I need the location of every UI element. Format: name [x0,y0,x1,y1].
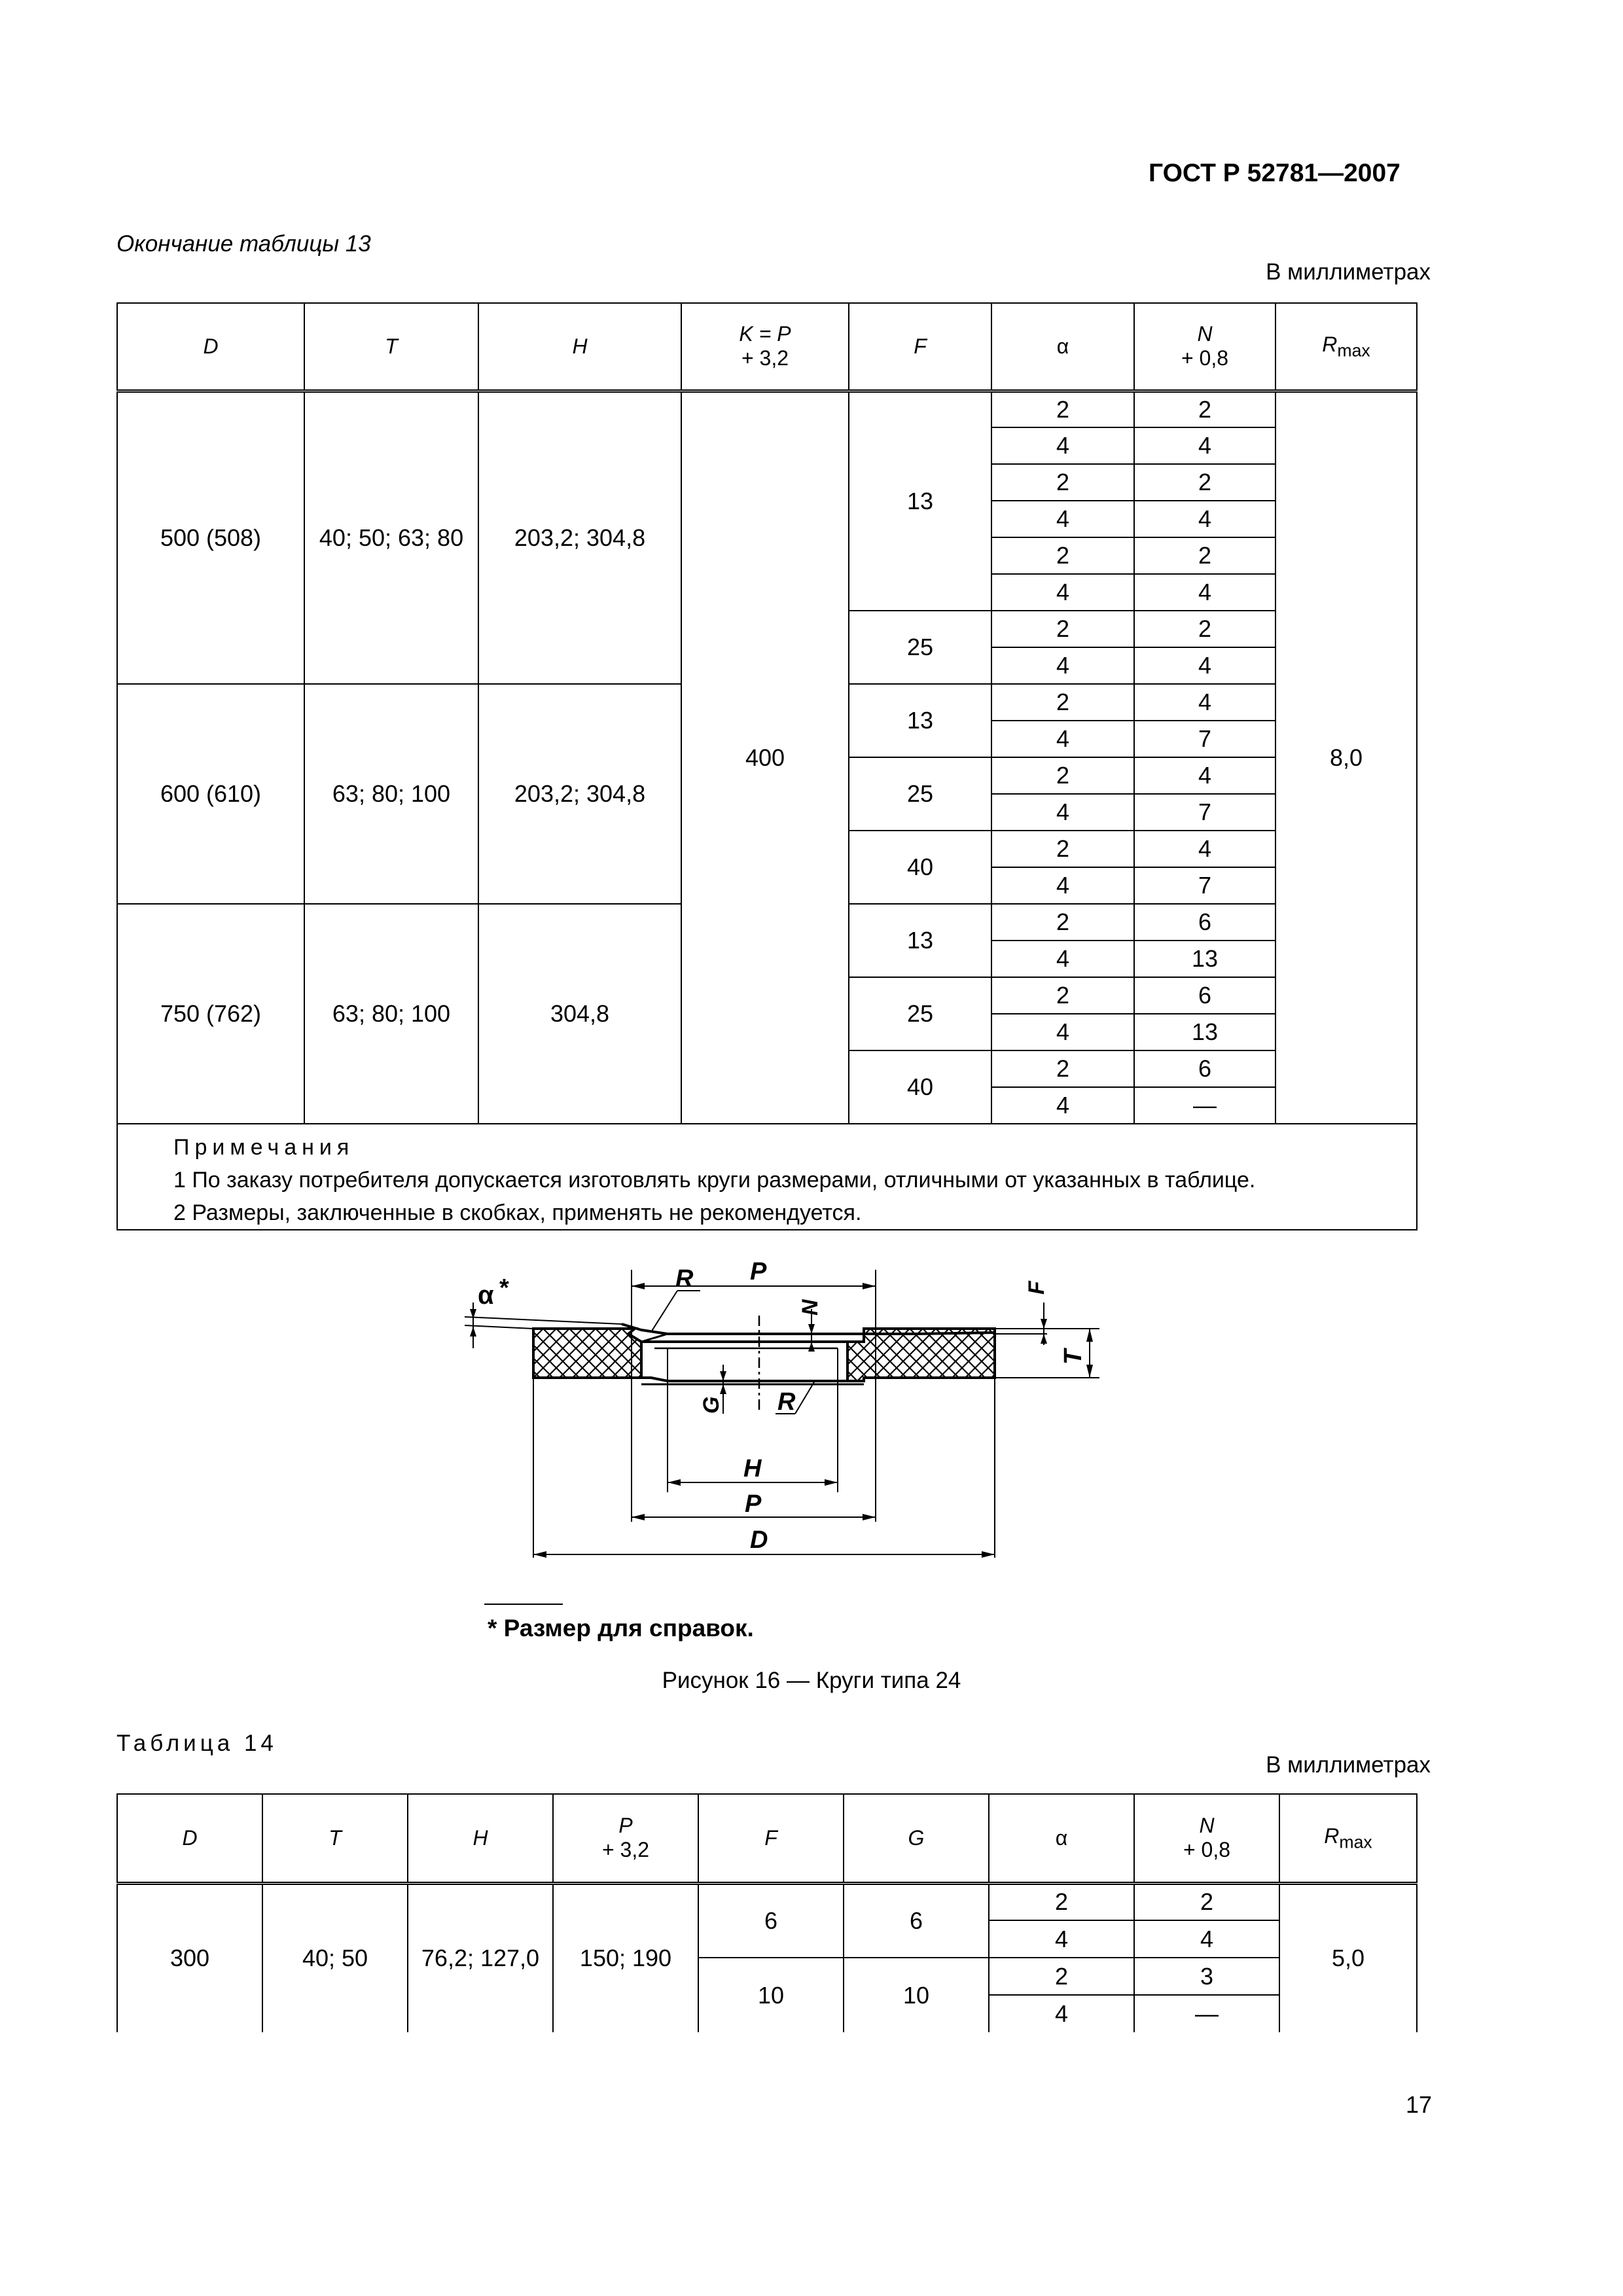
table-notes [117,1124,1417,1230]
col-header-alpha: α [991,303,1134,391]
cell-alpha: 2 [991,537,1134,574]
col-header-Rmax: $R_{max}$ [1275,303,1417,391]
cell-D: 300 [117,1883,262,2032]
cell-K: 400 [681,391,849,1124]
cell-G: 6 [844,1883,989,1958]
right-section [847,1329,995,1381]
cell-P: 150; 190 [553,1883,698,2032]
cell-H: 203,2; 304,8 [478,391,681,684]
cell-alpha: 2 [991,1050,1134,1087]
cell-H: 203,2; 304,8 [478,684,681,904]
cell-F: 13 [849,684,991,757]
cell-F: 25 [849,757,991,831]
cell-Rmax: 8,0 [1275,391,1417,1124]
cell-N: 13 [1134,941,1275,977]
col-header-F: F [698,1794,844,1883]
cell-F: 13 [849,391,991,611]
table-13 [116,302,1418,1230]
cell-N: 4 [1134,647,1275,684]
left-section [533,1329,641,1378]
figure-wheel-type-24 [419,1217,1113,1584]
cell-alpha: 4 [991,427,1134,464]
col-header-N: N + 0,8 [1134,1794,1279,1883]
cell-N: 2 [1134,1883,1279,1920]
cell-N: 7 [1134,794,1275,831]
cell-N: 2 [1134,391,1275,427]
cell-N: 13 [1134,1014,1275,1050]
cell-G: 10 [844,1958,989,2032]
cell-H: 304,8 [478,904,681,1124]
cell-N: 4 [1134,831,1275,867]
cell-T: 63; 80; 100 [304,904,478,1124]
figure-caption: Рисунок 16 — Круги типа 24 [662,1668,961,1693]
label-N: N [798,1299,823,1316]
cell-N: 6 [1134,1050,1275,1087]
table-14 [116,1793,1418,2032]
label-R-bottom: R [777,1388,796,1416]
cell-alpha: 4 [991,574,1134,611]
col-header-D: D [117,303,304,391]
cell-alpha: 4 [991,647,1134,684]
note-item: 2 Размеры, заключенные в скобках, применять не рекомендуется. [173,1200,862,1225]
cell-N: 6 [1134,977,1275,1014]
cell-alpha: 4 [991,941,1134,977]
cell-N: 3 [1134,1958,1279,1995]
cell-alpha: 2 [991,831,1134,867]
cell-alpha: 2 [991,611,1134,647]
cell-alpha: 4 [991,794,1134,831]
cell-Rmax: 5,0 [1279,1883,1417,2032]
cell-N: 7 [1134,721,1275,757]
cell-N: 4 [1134,1920,1279,1958]
cell-alpha: 2 [991,391,1134,427]
cell-N: 7 [1134,867,1275,904]
cell-N: — [1134,1087,1275,1124]
header-row [117,303,1417,391]
cell-N: 4 [1134,574,1275,611]
cell-F: 25 [849,611,991,684]
table-continuation-label: Окончание таблицы 13 [116,231,371,257]
cell-alpha: 2 [991,684,1134,721]
cell-alpha: 2 [991,464,1134,501]
cell-T: 63; 80; 100 [304,684,478,904]
units-label: В миллиметрах [1266,259,1431,285]
cell-F: 40 [849,831,991,904]
col-header-Rmax: $R_{max}$ [1279,1794,1417,1883]
cell-alpha: 4 [989,1920,1134,1958]
cell-alpha: 2 [991,977,1134,1014]
units-label: В миллиметрах [1266,1752,1431,1778]
cell-N: 4 [1134,684,1275,721]
cell-F: 40 [849,1050,991,1124]
cell-alpha: 2 [989,1958,1134,1995]
label-alpha-star: * [499,1274,509,1302]
col-header-T: T [262,1794,408,1883]
cell-N: 2 [1134,464,1275,501]
cell-alpha: 2 [991,904,1134,941]
cell-N: — [1134,1995,1279,2032]
cell-alpha: 4 [991,721,1134,757]
cell-D: 500 (508) [117,391,304,684]
label-H: H [743,1455,762,1482]
col-header-F: F [849,303,991,391]
label-P-top: P [750,1258,767,1285]
label-R-top: R [675,1265,694,1293]
cell-N: 2 [1134,611,1275,647]
cell-alpha: 2 [989,1883,1134,1920]
cell-alpha: 4 [991,867,1134,904]
cell-N: 6 [1134,904,1275,941]
col-header-D: D [117,1794,262,1883]
cell-alpha: 2 [991,757,1134,794]
cell-N: 4 [1134,501,1275,537]
col-header-T: T [304,303,478,391]
label-G: G [699,1396,724,1414]
cell-D: 750 (762) [117,904,304,1124]
col-header-H: H [478,303,681,391]
col-header-G: G [844,1794,989,1883]
label-T: T [1060,1349,1087,1365]
cell-N: 2 [1134,537,1275,574]
cell-alpha: 4 [991,501,1134,537]
cell-T: 40; 50 [262,1883,408,2032]
cell-F: 13 [849,904,991,977]
label-alpha: α [478,1281,494,1310]
figure-footnote: * Размер для справок. [488,1615,754,1641]
col-header-K: K = P + 3,2 [681,303,849,391]
cell-alpha: 4 [989,1995,1134,2032]
standard-number: ГОСТ Р 52781—2007 [1149,159,1400,187]
header-row [117,1794,1417,1883]
table-14-label: Таблица 14 [116,1731,277,1756]
cell-N: 4 [1134,757,1275,794]
page-number: 17 [1406,2091,1433,2118]
notes-title: Примечания [173,1135,355,1160]
col-header-H: H [408,1794,553,1883]
cell-alpha: 4 [991,1014,1134,1050]
cell-N: 4 [1134,427,1275,464]
label-P-bottom: P [745,1490,762,1518]
cell-F: 6 [698,1883,844,1958]
footnote-rule [484,1604,563,1605]
label-D: D [750,1526,768,1554]
col-header-alpha: α [989,1794,1134,1883]
col-header-P: P + 3,2 [553,1794,698,1883]
cell-F: 10 [698,1958,844,2032]
cell-D: 600 (610) [117,684,304,904]
label-F: F [1024,1281,1049,1295]
note-item: 1 По заказу потребителя допускается изготовлять круги размерами, отличными от указанных в таблице. [173,1168,1256,1193]
cell-F: 25 [849,977,991,1050]
cell-H: 76,2; 127,0 [408,1883,553,2032]
cell-alpha: 4 [991,1087,1134,1124]
cell-T: 40; 50; 63; 80 [304,391,478,684]
col-header-N: N + 0,8 [1134,303,1275,391]
